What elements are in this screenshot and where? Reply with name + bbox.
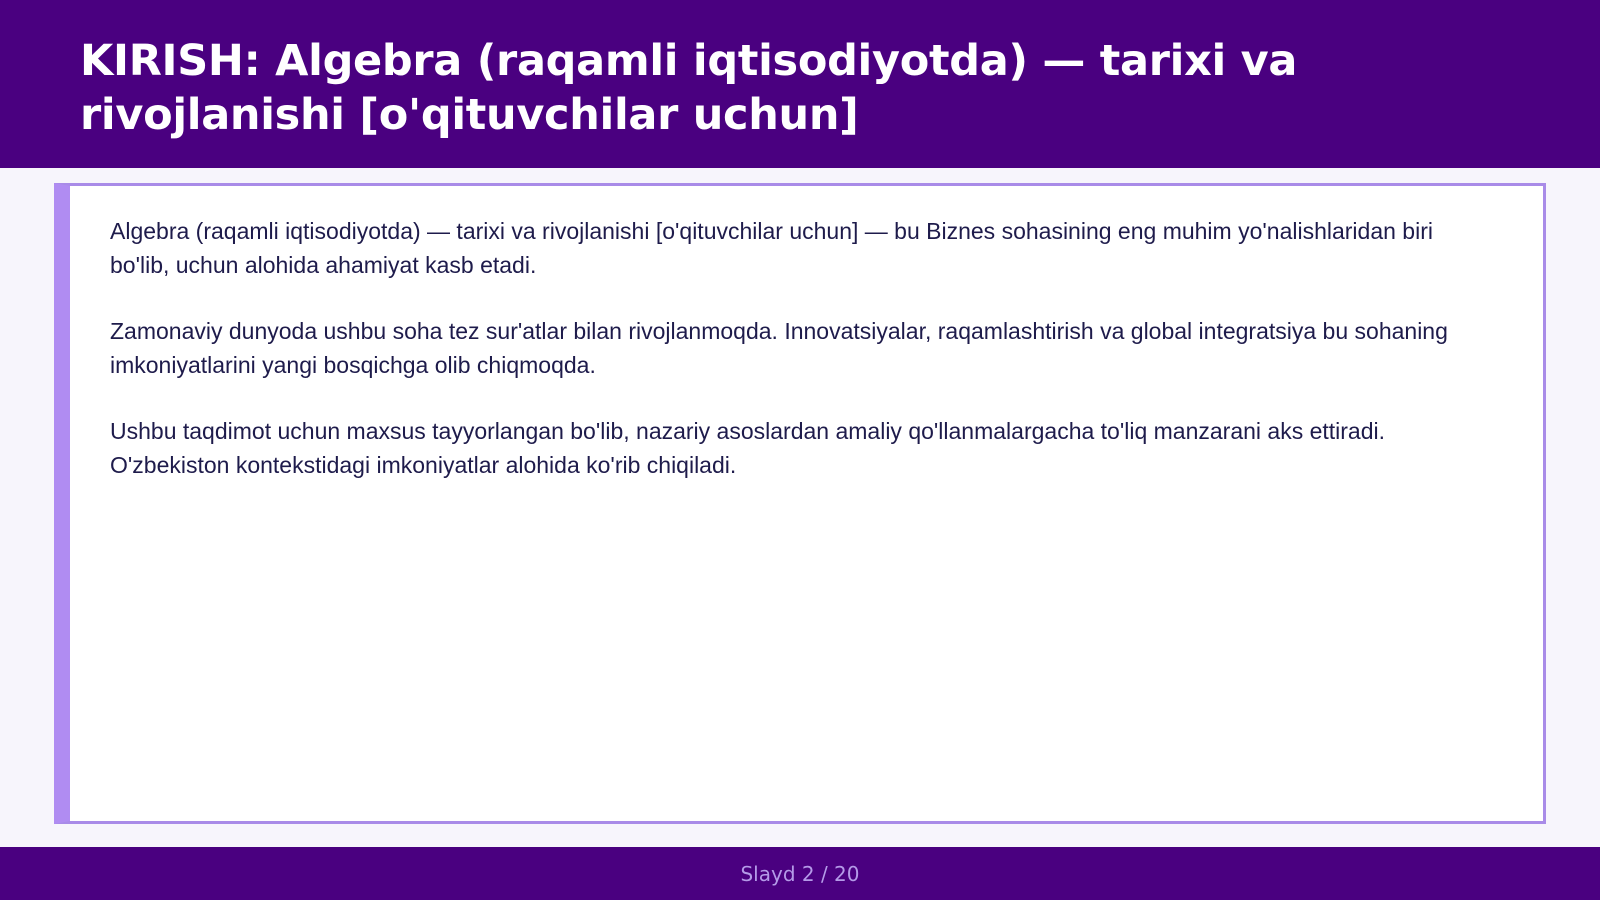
slide-counter: Slayd 2 / 20 bbox=[740, 861, 860, 886]
slide-footer bbox=[0, 847, 1600, 900]
content-card bbox=[54, 183, 1546, 824]
content-body bbox=[110, 214, 1489, 514]
paragraph-intro: Algebra (raqamli iqtisodiyotda) — tarixi va rivojlanishi [o'qituvchilar uchun] — bu Biznes sohasining eng muhim yo'nalishlaridan biri bo'lib, uchun alohida ahamiyat kasb etadi. bbox=[110, 218, 1433, 278]
slide-header bbox=[0, 0, 1600, 168]
paragraph-presentation-purpose: Ushbu taqdimot uchun maxsus tayyorlangan bo'lib, nazariy asoslardan amaliy qo'llanmalargacha to'liq manzarani aks ettiradi. O'zbekiston kontekstidagi imkoniyatlar alohida ko'rib chiqiladi. bbox=[110, 418, 1386, 478]
slide-title: KIRISH: Algebra (raqamli iqtisodiyotda) — tarixi va rivojlanishi [o'qituvchilar uchun] bbox=[80, 36, 1298, 140]
paragraph-modern-world: Zamonaviy dunyoda ushbu soha tez sur'atlar bilan rivojlanmoqda. Innovatsiyalar, raqamlashtirish va global integratsiya bu sohaning imkoniyatlarini yangi bosqichga olib chiqmoqda. bbox=[110, 318, 1448, 378]
